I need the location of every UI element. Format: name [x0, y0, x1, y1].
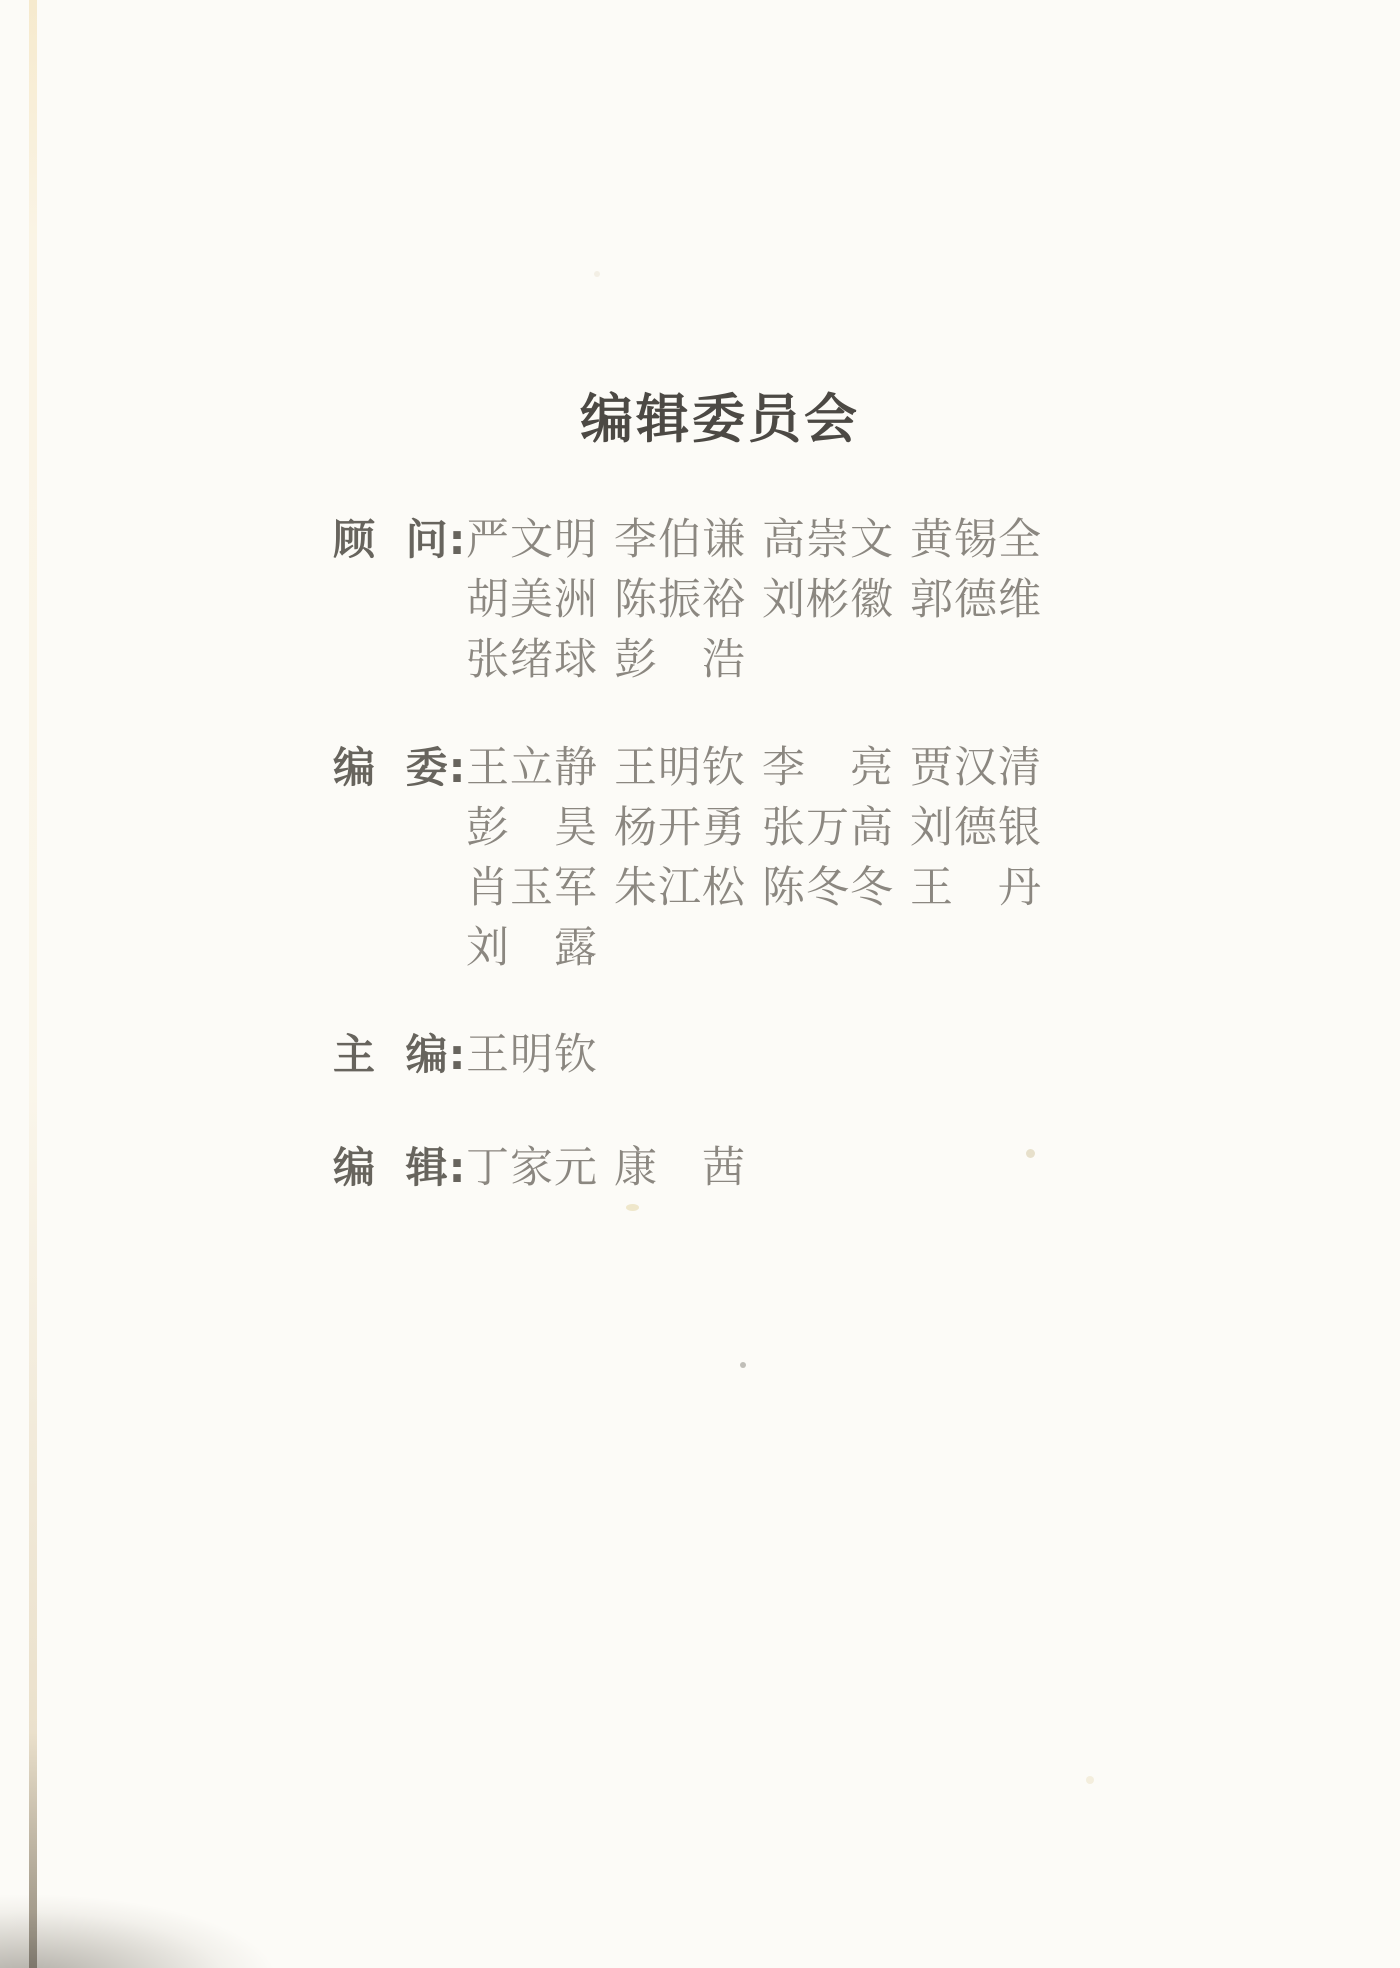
- committee-row: [333, 1025, 1233, 1085]
- person-name: 张万高: [762, 803, 894, 853]
- committee-row: [333, 1138, 1233, 1198]
- paper-speck: [740, 1362, 746, 1368]
- committee-row: [333, 570, 1233, 630]
- section-chief-editor: [333, 1025, 1233, 1085]
- committee-row: [333, 798, 1233, 858]
- person-name: 刘德银: [910, 803, 1042, 853]
- names-group: [466, 1138, 746, 1198]
- person-name: 彭 浩: [614, 635, 746, 685]
- names-group: [466, 1025, 598, 1085]
- role-label: 编 委:: [333, 743, 467, 792]
- person-name: 郭德维: [910, 575, 1042, 625]
- names-group: [466, 630, 746, 690]
- person-name: 严文明: [466, 515, 598, 565]
- paper-speck: [1026, 1149, 1035, 1158]
- paper-speck: [594, 271, 600, 277]
- person-name: 陈振裕: [614, 575, 746, 625]
- person-name: 胡美洲: [466, 575, 598, 625]
- names-group: [466, 570, 1042, 630]
- person-name: 王明钦: [614, 743, 746, 793]
- names-group: [466, 798, 1042, 858]
- person-name: 贾汉清: [910, 743, 1042, 793]
- role-label: 顾 问:: [333, 515, 467, 564]
- person-name: 刘 露: [466, 923, 598, 973]
- person-name: 陈冬冬: [762, 863, 894, 913]
- section-advisors: [333, 510, 1233, 690]
- committee-row: [333, 738, 1233, 798]
- person-name: 高崇文: [762, 515, 894, 565]
- committee-row: [333, 510, 1233, 570]
- person-name: 王明钦: [466, 1030, 598, 1080]
- person-name: 李 亮: [762, 743, 894, 793]
- paper-speck: [1086, 1776, 1094, 1784]
- person-name: 黄锡全: [910, 515, 1042, 565]
- person-name: 李伯谦: [614, 515, 746, 565]
- names-group: [466, 738, 1042, 798]
- scan-corner-shadow: [0, 1818, 340, 1968]
- person-name: 王立静: [466, 743, 598, 793]
- person-name: 王 丹: [910, 863, 1042, 913]
- person-name: 朱江松: [614, 863, 746, 913]
- names-group: [466, 918, 598, 978]
- page-title: 编辑委员会: [580, 388, 860, 450]
- person-name: 肖玉军: [466, 863, 598, 913]
- person-name: 张绪球: [466, 635, 598, 685]
- role-label: 编 辑:: [333, 1143, 467, 1192]
- role-label: 主 编:: [333, 1030, 467, 1079]
- section-editorial-board: [333, 738, 1233, 978]
- person-name: 丁家元: [466, 1143, 598, 1193]
- committee-list: [333, 510, 1233, 1198]
- names-group: [466, 510, 1042, 570]
- page-binding-crease: [29, 0, 37, 1968]
- committee-row: [333, 858, 1233, 918]
- section-editors: [333, 1138, 1233, 1198]
- person-name: 彭 昊: [466, 803, 598, 853]
- committee-row: [333, 918, 1233, 978]
- person-name: 刘彬徽: [762, 575, 894, 625]
- committee-row: [333, 630, 1233, 690]
- paper-speck: [626, 1204, 639, 1211]
- person-name: 杨开勇: [614, 803, 746, 853]
- person-name: 康 茜: [614, 1143, 746, 1193]
- names-group: [466, 858, 1042, 918]
